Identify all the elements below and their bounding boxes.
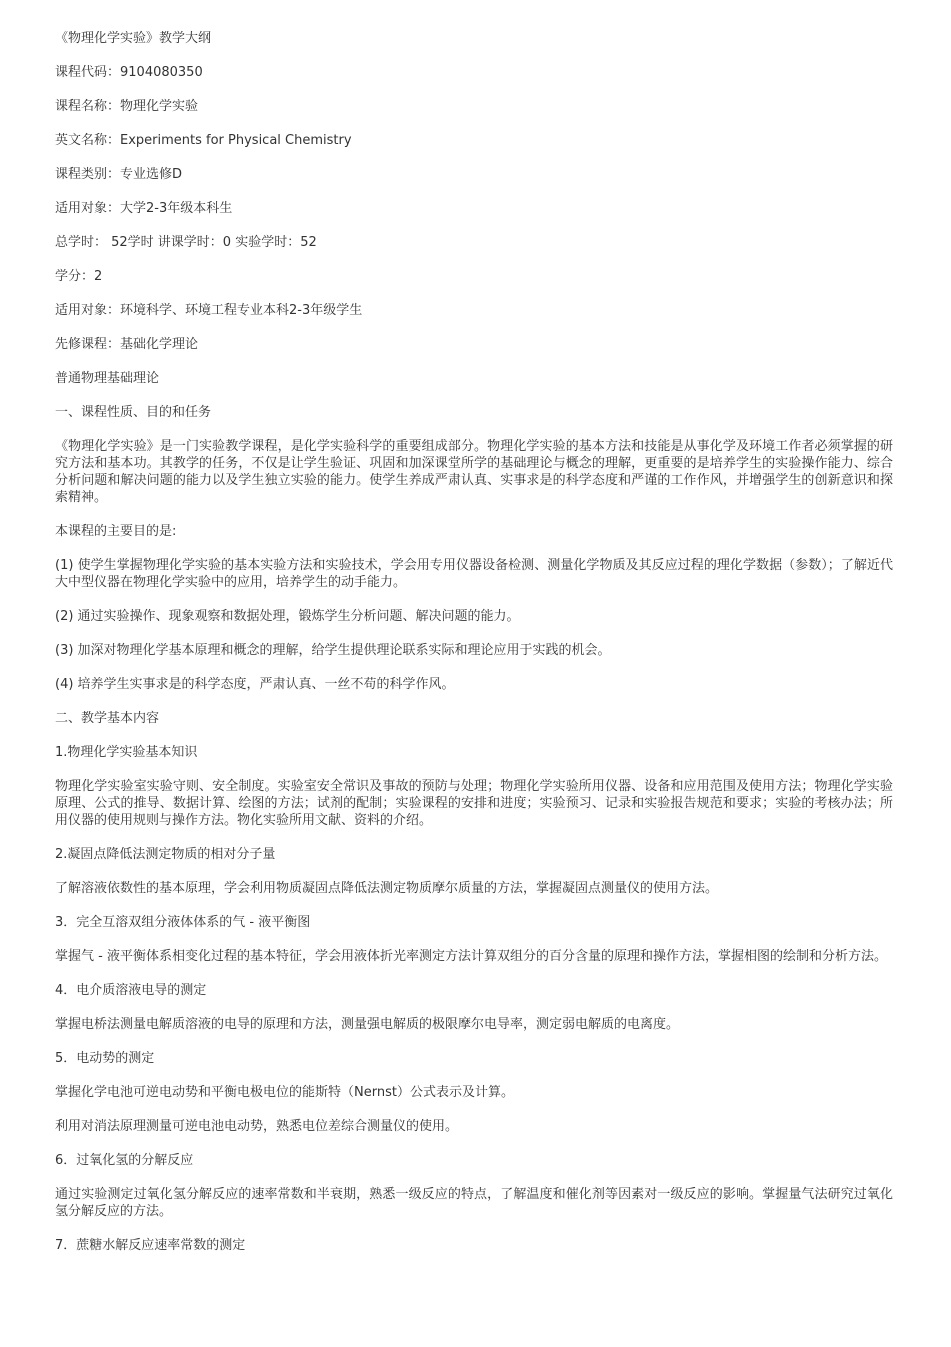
item-5-title: 5．电动势的测定 <box>55 1051 155 1066</box>
item-7-title: 7．蔗糖水解反应速率常数的测定 <box>55 1238 246 1253</box>
prerequisite-course: 先修课程：基础化学理论 <box>55 337 199 352</box>
item-2-title: 2.凝固点降低法测定物质的相对分子量 <box>55 847 276 862</box>
item-6-body: 通过实验测定过氧化氢分解反应的速率常数和半衰期，熟悉一级反应的特点，了解温度和催化剂等因素对一级反应的影响。掌握量气法研究过氧化氢分解反应的方法。 <box>55 1187 893 1219</box>
item-4-title: 4．电介质溶液电导的测定 <box>55 983 207 998</box>
credits: 学分：2 <box>55 269 103 284</box>
item-5-body-2: 利用对消法原理测量可逆电池电动势，熟悉电位差综合测量仪的使用。 <box>55 1119 459 1134</box>
target-audience: 适用对象：大学2-3年级本科生 <box>55 201 233 216</box>
item-5-body-1: 掌握化学电池可逆电动势和平衡电极电位的能斯特（Nernst）公式表示及计算。 <box>55 1085 514 1100</box>
prerequisite-course-2: 普通物理基础理论 <box>55 371 160 386</box>
document-title: 《物理化学实验》教学大纲 <box>55 31 212 46</box>
english-name: 英文名称：Experiments for Physical Chemistry <box>55 133 352 148</box>
item-3-title: 3．完全互溶双组分液体体系的气 - 液平衡图 <box>55 915 311 930</box>
section-heading-2: 二、教学基本内容 <box>55 711 160 726</box>
total-hours: 总学时： 52学时 讲课学时：0 实验学时：52 <box>55 235 317 250</box>
aim-2: (2) 通过实验操作、现象观察和数据处理，锻炼学生分析问题、解决问题的能力。 <box>55 609 520 624</box>
item-1-body: 物理化学实验室实验守则、安全制度。实验室安全常识及事故的预防与处理；物理化学实验所用仪器、设备和应用范围及使用方法；物理化学实验原理、公式的推导、数据计算、绘图的方法；试剂的配制；实验课程的安排和进度；实验预习、记录和实验报告规范和要求；实验的考核办法；所用仪器的使用规则与操作方法。物化实验所用文献、资料的介绍。 <box>55 779 893 828</box>
section-heading-1: 一、课程性质、目的和任务 <box>55 405 212 420</box>
item-1-title: 1.物理化学实验基本知识 <box>55 745 198 760</box>
course-code: 课程代码：9104080350 <box>55 65 203 80</box>
course-name: 课程名称：物理化学实验 <box>55 99 199 114</box>
aim-1: (1) 使学生掌握物理化学实验的基本实验方法和实验技术，学会用专用仪器设备检测、测量化学物质及其反应过程的理化学数据（参数）；了解近代大中型仪器在物理化学实验中的应用，培养学生的动手能力。 <box>55 558 893 590</box>
aim-3: (3) 加深对物理化学基本原理和概念的理解，给学生提供理论联系实际和理论应用于实践的机会。 <box>55 643 611 658</box>
item-2-body: 了解溶液依数性的基本原理，学会利用物质凝固点降低法测定物质摩尔质量的方法，掌握凝固点测量仪的使用方法。 <box>55 881 719 896</box>
item-4-body: 掌握电桥法测量电解质溶液的电导的原理和方法，测量强电解质的极限摩尔电导率，测定弱电解质的电离度。 <box>55 1017 680 1032</box>
aim-4: (4) 培养学生实事求是的科学态度，严肃认真、一丝不苟的科学作风。 <box>55 677 455 692</box>
item-6-title: 6．过氧化氢的分解反应 <box>55 1153 194 1168</box>
aims-intro: 本课程的主要目的是: <box>55 524 177 539</box>
target-audience-detail: 适用对象：环境科学、环境工程专业本科2-3年级学生 <box>55 303 363 318</box>
section-1-paragraph: 《物理化学实验》是一门实验教学课程，是化学实验科学的重要组成部分。物理化学实验的基本方法和技能是从事化学及环境工作者必须掌握的研究方法和基本功。其教学的任务，不仅是让学生验证、巩固和加深课堂所学的基础理论与概念的理解，更重要的是培养学生的实验操作能力、综合分析问题和解决问题的能力以及学生独立实验的能力。使学生养成严肃认真、实事求是的科学态度和严谨的工作作风，并增强学生的创新意识和探索精神。 <box>55 439 893 505</box>
item-3-body: 掌握气 - 液平衡体系相变化过程的基本特征，学会用液体折光率测定方法计算双组分的百分含量的原理和操作方法，掌握相图的绘制和分析方法。 <box>55 949 887 964</box>
course-type: 课程类别：专业选修D <box>55 167 183 182</box>
